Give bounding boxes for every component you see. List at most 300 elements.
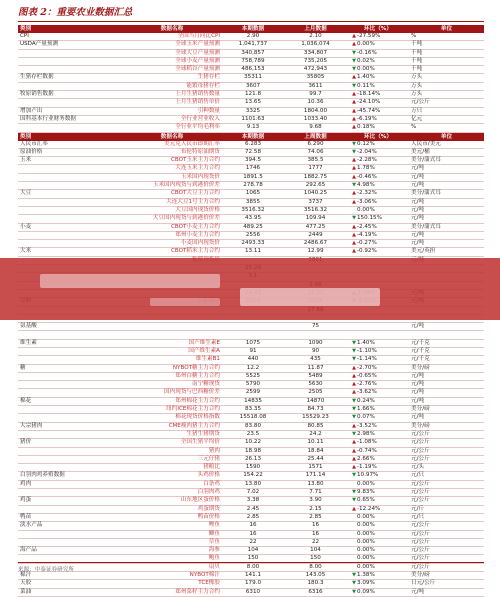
current-value-cell: 35311 bbox=[222, 74, 284, 82]
previous-value-cell: 3516.32 bbox=[284, 206, 347, 214]
previous-value-cell: 6316 bbox=[284, 588, 347, 596]
change-value: -2.70% bbox=[357, 364, 377, 371]
current-value-cell bbox=[222, 323, 284, 331]
table-row bbox=[18, 480, 484, 488]
change-cell bbox=[347, 381, 409, 389]
indicator-cell: 海参 bbox=[122, 547, 222, 555]
table-row bbox=[18, 215, 484, 223]
change-cell bbox=[347, 323, 409, 331]
change-value: 0.11% bbox=[357, 82, 375, 89]
category-cell: 小麦 bbox=[18, 223, 122, 231]
table-row bbox=[18, 406, 484, 414]
table-row bbox=[18, 82, 484, 90]
previous-value-cell: 171.14 bbox=[284, 472, 347, 480]
table-row bbox=[18, 472, 484, 480]
indicator-cell: 美元兑人民币即期汇率 bbox=[122, 141, 222, 149]
current-value-cell: 104 bbox=[222, 547, 284, 555]
previous-value-cell: 3611 bbox=[284, 82, 347, 90]
table-row bbox=[18, 430, 484, 438]
indicator-cell: 鲤鱼 bbox=[122, 522, 222, 530]
unit-cell: 万头 bbox=[409, 74, 484, 82]
previous-value-cell: 435 bbox=[284, 356, 347, 364]
unit-cell: 元/公斤 bbox=[409, 489, 484, 497]
current-value-cell: 10.22 bbox=[222, 439, 284, 447]
table-row bbox=[18, 248, 484, 256]
change-value: -3.06% bbox=[357, 198, 377, 205]
change-cell bbox=[347, 447, 409, 455]
category-cell: USDA产量预测 bbox=[18, 41, 122, 49]
current-value-cell: 15518.08 bbox=[222, 414, 284, 422]
change-cell bbox=[347, 422, 409, 430]
indicator-cell: 郑州棉花主力合约 bbox=[122, 397, 222, 405]
change-value: -2.45% bbox=[357, 223, 377, 230]
arrow-up-icon: ▲ bbox=[352, 223, 356, 230]
column-header: 类别 bbox=[18, 25, 122, 33]
change-cell bbox=[347, 82, 409, 90]
unit-cell: 千吨 bbox=[409, 49, 484, 57]
change-cell bbox=[347, 464, 409, 472]
unit-cell: 元/吨 bbox=[409, 231, 484, 239]
change-cell bbox=[347, 389, 409, 397]
change-value: -3.52% bbox=[357, 422, 377, 429]
category-cell: 玉米 bbox=[18, 157, 122, 165]
previous-value-cell: 1777 bbox=[284, 165, 347, 173]
change-cell bbox=[347, 480, 409, 488]
change-value: 0.00% bbox=[357, 547, 375, 554]
indicator-cell: CBOT小麦主力合约 bbox=[122, 223, 222, 231]
indicator-cell: 布伦特原油期货 bbox=[122, 148, 222, 156]
previous-value-cell: 2.10 bbox=[284, 33, 347, 41]
change-cell bbox=[347, 182, 409, 190]
previous-value-cell bbox=[284, 331, 347, 339]
unit-cell: 千吨 bbox=[409, 41, 484, 49]
change-value: -4.19% bbox=[357, 231, 377, 238]
unit-cell: 元/只 bbox=[409, 513, 484, 521]
table-row bbox=[18, 447, 484, 455]
previous-value-cell: 1882.75 bbox=[284, 173, 347, 181]
previous-value-cell: 109.94 bbox=[284, 215, 347, 223]
change-value: 2.98% bbox=[357, 430, 375, 437]
table-row bbox=[18, 497, 484, 505]
current-value-cell: 3607 bbox=[222, 82, 284, 90]
change-cell bbox=[347, 439, 409, 447]
category-cell bbox=[18, 447, 122, 455]
previous-value-cell: 385.5 bbox=[284, 157, 347, 165]
indicator-cell: 扇贝 bbox=[122, 563, 222, 571]
change-value: 0.18% bbox=[357, 124, 375, 131]
previous-value-cell: 99.7 bbox=[284, 91, 347, 99]
table-row bbox=[18, 381, 484, 389]
indicator-cell: CME瘦肉猪主力合约 bbox=[122, 422, 222, 430]
change-value: 0.00% bbox=[357, 563, 375, 570]
table-row bbox=[18, 141, 484, 149]
unit-cell: 元/吨 bbox=[409, 240, 484, 248]
column-header: 环比（%） bbox=[347, 25, 409, 33]
arrow-down-icon: ▼ bbox=[352, 580, 356, 587]
table-row bbox=[18, 66, 484, 74]
table-row bbox=[18, 115, 484, 123]
indicator-cell bbox=[122, 323, 222, 331]
arrow-up-icon: ▲ bbox=[352, 422, 356, 429]
unit-cell: 元/公斤 bbox=[409, 439, 484, 447]
unit-cell: 元/公斤 bbox=[409, 497, 484, 505]
unit-cell: 元/吨 bbox=[409, 182, 484, 190]
change-value: 1.78% bbox=[357, 165, 375, 172]
change-value: -0.46% bbox=[357, 173, 377, 180]
change-cell bbox=[347, 223, 409, 231]
current-value-cell: 758,789 bbox=[222, 57, 284, 65]
change-cell bbox=[347, 530, 409, 538]
previous-value-cell: 1804.00 bbox=[284, 107, 347, 115]
change-cell bbox=[347, 331, 409, 339]
arrow-down-icon: ▼ bbox=[352, 489, 356, 496]
current-value-cell: 83.80 bbox=[222, 422, 284, 430]
change-value: -0.74% bbox=[357, 447, 377, 454]
change-cell bbox=[347, 107, 409, 115]
arrow-up-icon: ▲ bbox=[352, 190, 356, 197]
indicator-cell: 大连玉米主力合约 bbox=[122, 165, 222, 173]
indicator-cell: CBOT玉米主力合约 bbox=[122, 157, 222, 165]
category-cell bbox=[18, 347, 122, 355]
table-row bbox=[18, 107, 484, 115]
change-cell bbox=[347, 522, 409, 530]
current-value-cell: 2556 bbox=[222, 231, 284, 239]
unit-cell: 元/吨 bbox=[409, 588, 484, 596]
previous-value-cell: 5630 bbox=[284, 381, 347, 389]
category-cell bbox=[18, 489, 122, 497]
category-cell: 大豆 bbox=[18, 190, 122, 198]
table-row bbox=[18, 339, 484, 347]
change-value: -1.19% bbox=[357, 464, 377, 471]
change-cell bbox=[347, 364, 409, 372]
arrow-down-icon: ▼ bbox=[352, 414, 356, 421]
change-value: -24.10% bbox=[357, 99, 381, 106]
indicator-cell bbox=[122, 331, 222, 339]
table-header-1 bbox=[18, 25, 484, 33]
unit-cell: 美分/蒲式耳 bbox=[409, 190, 484, 198]
unit-cell: 元/千克 bbox=[409, 339, 484, 347]
indicator-cell: 郑州菜籽主力合约 bbox=[122, 588, 222, 596]
change-value: 150.15% bbox=[357, 215, 382, 222]
previous-value-cell: 80.85 bbox=[284, 422, 347, 430]
change-cell bbox=[347, 41, 409, 49]
change-value: 0.00% bbox=[357, 66, 375, 73]
unit-cell bbox=[409, 331, 484, 339]
previous-value-cell: 477.25 bbox=[284, 223, 347, 231]
arrow-down-icon: ▼ bbox=[352, 182, 356, 189]
category-cell: 淡水产品 bbox=[18, 522, 122, 530]
unit-cell: 元/公斤 bbox=[409, 522, 484, 530]
previous-value-cell: 1,036,074 bbox=[284, 41, 347, 49]
current-value-cell: 2493.33 bbox=[222, 240, 284, 248]
category-cell: 猪价 bbox=[18, 439, 122, 447]
column-header: 本期数据 bbox=[222, 25, 284, 33]
change-value: 1.40% bbox=[357, 74, 375, 81]
arrow-up-icon: ▲ bbox=[352, 74, 356, 81]
previous-value-cell: 15529.23 bbox=[284, 414, 347, 422]
indicator-cell: 上月生猪销售数量 bbox=[122, 91, 222, 99]
current-value-cell: 6.283 bbox=[222, 141, 284, 149]
previous-value-cell: 74.06 bbox=[284, 148, 347, 156]
category-cell: 糖 bbox=[18, 364, 122, 372]
category-cell bbox=[18, 331, 122, 339]
current-value-cell: 1746 bbox=[222, 165, 284, 173]
arrow-down-icon: ▼ bbox=[352, 572, 356, 578]
category-cell bbox=[18, 505, 122, 513]
current-value-cell: 440 bbox=[222, 356, 284, 364]
banner-blur-strip bbox=[40, 274, 220, 288]
indicator-cell: 鸡蛋期货 bbox=[122, 505, 222, 513]
arrow-up-icon: ▲ bbox=[352, 464, 356, 471]
indicator-cell: 全行业营业收入 bbox=[122, 115, 222, 123]
change-cell bbox=[347, 91, 409, 99]
unit-cell: 万头 bbox=[409, 91, 484, 99]
table-row bbox=[18, 422, 484, 430]
change-value: -2.76% bbox=[357, 381, 377, 388]
table-row bbox=[18, 157, 484, 165]
indicator-cell: 鲍鱼 bbox=[122, 555, 222, 563]
unit-cell: 元/公斤 bbox=[409, 430, 484, 438]
unit-cell: 元/吨 bbox=[409, 206, 484, 214]
table-row bbox=[18, 124, 484, 132]
category-cell bbox=[18, 430, 122, 438]
previous-value-cell: 13.80 bbox=[284, 480, 347, 488]
indicator-cell: 三元仔猪 bbox=[122, 455, 222, 463]
arrow-up-icon: ▲ bbox=[352, 455, 356, 462]
change-cell bbox=[347, 165, 409, 173]
previous-value-cell: 472,943 bbox=[284, 66, 347, 74]
previous-value-cell: 90 bbox=[284, 347, 347, 355]
unit-cell: 元/吨 bbox=[409, 372, 484, 380]
arrow-up-icon: ▲ bbox=[352, 91, 356, 98]
category-cell: 原油价格 bbox=[18, 148, 122, 156]
arrow-up-icon: ▲ bbox=[352, 240, 356, 247]
category-cell: 鸭苗 bbox=[18, 513, 122, 521]
category-cell bbox=[18, 57, 122, 65]
change-cell bbox=[347, 372, 409, 380]
change-cell bbox=[347, 347, 409, 355]
previous-value-cell: 292.65 bbox=[284, 182, 347, 190]
indicator-cell: 能繁母猪存栏 bbox=[122, 82, 222, 90]
previous-value-cell: 16 bbox=[284, 522, 347, 530]
change-value: 0.00% bbox=[357, 555, 375, 562]
current-value-cell: 5525 bbox=[222, 372, 284, 380]
table-row bbox=[18, 513, 484, 521]
current-value-cell: 13.65 bbox=[222, 99, 284, 107]
current-value-cell: 394.5 bbox=[222, 157, 284, 165]
previous-value-cell: 12.99 bbox=[284, 248, 347, 256]
arrow-up-icon: ▲ bbox=[352, 99, 356, 106]
change-value: -2.28% bbox=[357, 157, 377, 164]
indicator-cell: TCE橡胶 bbox=[122, 580, 222, 588]
indicator-cell: 草鱼 bbox=[122, 538, 222, 546]
table-row bbox=[18, 49, 484, 57]
indicator-cell: 国产维生素A bbox=[122, 347, 222, 355]
current-value-cell: 13.80 bbox=[222, 480, 284, 488]
arrow-down-icon: ▼ bbox=[352, 497, 356, 504]
unit-cell: 美元/桶 bbox=[409, 148, 484, 156]
indicator-cell: 全球玉米产量预测 bbox=[122, 41, 222, 49]
unit-cell: % bbox=[409, 124, 484, 132]
current-value-cell: 1101.63 bbox=[222, 115, 284, 123]
change-value: 0.00% bbox=[357, 538, 375, 545]
indicator-cell: 大豆国内现货与到港价价差 bbox=[122, 215, 222, 223]
arrow-down-icon: ▼ bbox=[352, 148, 356, 155]
table-row bbox=[18, 99, 484, 107]
unit-cell: 元/公斤 bbox=[409, 455, 484, 463]
arrow-down-icon: ▼ bbox=[352, 430, 356, 437]
previous-value-cell: 2.15 bbox=[284, 505, 347, 513]
table-row bbox=[18, 323, 484, 331]
current-value-cell: 2599 bbox=[222, 389, 284, 397]
arrow-down-icon: ▼ bbox=[352, 57, 356, 64]
previous-value-cell: 84.73 bbox=[284, 406, 347, 414]
indicator-cell: 纽约ICE棉花主力合约 bbox=[122, 406, 222, 414]
table-row bbox=[18, 364, 484, 372]
category-cell: 鸡肉 bbox=[18, 480, 122, 488]
arrow-up-icon: ▲ bbox=[352, 107, 356, 114]
previous-value-cell: 25.44 bbox=[284, 455, 347, 463]
table-row bbox=[18, 538, 484, 546]
current-value-cell: 6310 bbox=[222, 588, 284, 596]
change-value: 1.66% bbox=[357, 406, 375, 413]
change-cell bbox=[347, 115, 409, 123]
change-value: -3.62% bbox=[357, 389, 377, 396]
arrow-up-icon: ▲ bbox=[352, 115, 356, 122]
unit-cell: 亿元 bbox=[409, 115, 484, 123]
category-cell: 棉花 bbox=[18, 397, 122, 405]
table-row bbox=[18, 240, 484, 248]
category-cell bbox=[18, 406, 122, 414]
previous-value-cell: 22 bbox=[284, 538, 347, 546]
arrow-up-icon: ▲ bbox=[352, 33, 356, 39]
change-value: 4.98% bbox=[357, 182, 375, 189]
category-cell bbox=[18, 464, 122, 472]
current-value-cell: 3516.32 bbox=[222, 206, 284, 214]
previous-value-cell: 10.11 bbox=[284, 439, 347, 447]
arrow-down-icon: ▼ bbox=[352, 397, 356, 404]
unit-cell: 元/吨 bbox=[409, 414, 484, 422]
change-cell bbox=[347, 148, 409, 156]
arrow-up-icon: ▲ bbox=[352, 231, 356, 238]
unit-cell: 美分/磅 bbox=[409, 422, 484, 430]
current-value-cell: 1065 bbox=[222, 190, 284, 198]
unit-cell: 元/吨 bbox=[409, 389, 484, 397]
previous-value-cell: 3737 bbox=[284, 198, 347, 206]
previous-value-cell: 3.90 bbox=[284, 497, 347, 505]
category-cell bbox=[18, 356, 122, 364]
table-row bbox=[18, 522, 484, 530]
indicator-cell: 白羽肉鸡 bbox=[122, 489, 222, 497]
category-cell: 生猪存栏数据 bbox=[18, 74, 122, 82]
current-value-cell: 26.13 bbox=[222, 455, 284, 463]
previous-value-cell: 7.71 bbox=[284, 489, 347, 497]
table-row bbox=[18, 91, 484, 99]
category-cell bbox=[18, 198, 122, 206]
indicator-cell: 猪肉 bbox=[122, 447, 222, 455]
indicator-cell: 全国生猪平均价 bbox=[122, 439, 222, 447]
unit-cell: 元/公斤 bbox=[409, 530, 484, 538]
change-cell bbox=[347, 489, 409, 497]
unit-cell: 美分/蒲式耳 bbox=[409, 157, 484, 165]
indicator-cell: 小麦国内现货价 bbox=[122, 240, 222, 248]
arrow-up-icon: ▲ bbox=[352, 41, 356, 48]
change-cell bbox=[347, 198, 409, 206]
column-header: 数据名称 bbox=[122, 25, 222, 33]
change-cell bbox=[347, 497, 409, 505]
table-row bbox=[18, 547, 484, 555]
previous-value-cell: 1040.25 bbox=[284, 190, 347, 198]
arrow-up-icon: ▲ bbox=[352, 372, 356, 379]
previous-value-cell: 1090 bbox=[284, 339, 347, 347]
previous-value-cell: 180.3 bbox=[284, 580, 347, 588]
unit-cell: 美分/磅 bbox=[409, 572, 484, 580]
table-row bbox=[18, 439, 484, 447]
current-value-cell: 8.00 bbox=[222, 563, 284, 571]
arrow-up-icon: ▲ bbox=[352, 439, 356, 446]
unit-cell: 美元/英担 bbox=[409, 248, 484, 256]
unit-cell: 元/公斤 bbox=[409, 563, 484, 571]
arrow-down-icon: ▼ bbox=[352, 215, 356, 222]
change-cell bbox=[347, 74, 409, 82]
table-row bbox=[18, 347, 484, 355]
indicator-cell: 郑州小麦主力合约 bbox=[122, 231, 222, 239]
change-cell bbox=[347, 248, 409, 256]
table-row bbox=[18, 223, 484, 231]
change-cell bbox=[347, 356, 409, 364]
current-value-cell bbox=[222, 331, 284, 339]
change-value: 0.09% bbox=[357, 588, 375, 595]
previous-value-cell: 75 bbox=[284, 323, 347, 331]
unit-cell: 万头 bbox=[409, 82, 484, 90]
change-cell bbox=[347, 455, 409, 463]
change-cell bbox=[347, 580, 409, 588]
change-cell bbox=[347, 190, 409, 198]
category-cell bbox=[18, 66, 122, 74]
change-cell bbox=[347, 406, 409, 414]
indicator-cell: 白条鸡 bbox=[122, 480, 222, 488]
indicator-cell: 生猪生猪期货 bbox=[122, 430, 222, 438]
unit-cell: 元/只 bbox=[409, 472, 484, 480]
category-cell bbox=[18, 82, 122, 90]
category-cell bbox=[18, 182, 122, 190]
table-row bbox=[18, 41, 484, 49]
table-row bbox=[18, 148, 484, 156]
change-value: -1.10% bbox=[357, 347, 377, 354]
table-row bbox=[18, 489, 484, 497]
current-value-cell: 72.58 bbox=[222, 148, 284, 156]
current-value-cell: 9.13 bbox=[222, 124, 284, 132]
current-value-cell: 16 bbox=[222, 530, 284, 538]
unit-cell: 元/千克 bbox=[409, 356, 484, 364]
current-value-cell: 83.35 bbox=[222, 406, 284, 414]
current-value-cell: 121.8 bbox=[222, 91, 284, 99]
current-value-cell: 340,857 bbox=[222, 49, 284, 57]
arrow-down-icon: ▼ bbox=[352, 472, 356, 479]
current-value-cell: 3325 bbox=[222, 107, 284, 115]
indicator-cell: 鸭苗价格 bbox=[122, 513, 222, 521]
current-value-cell: 18.98 bbox=[222, 447, 284, 455]
current-value-cell: 91 bbox=[222, 347, 284, 355]
current-value-cell: 13.11 bbox=[222, 248, 284, 256]
current-value-cell: 1075 bbox=[222, 339, 284, 347]
table-row bbox=[18, 33, 484, 41]
arrow-up-icon: ▲ bbox=[352, 157, 356, 164]
arrow-up-icon: ▲ bbox=[352, 124, 356, 131]
unit-cell: 美分/蒲式耳 bbox=[409, 223, 484, 231]
table-body-weekly bbox=[18, 141, 484, 597]
current-value-cell: 141.1 bbox=[222, 572, 284, 580]
